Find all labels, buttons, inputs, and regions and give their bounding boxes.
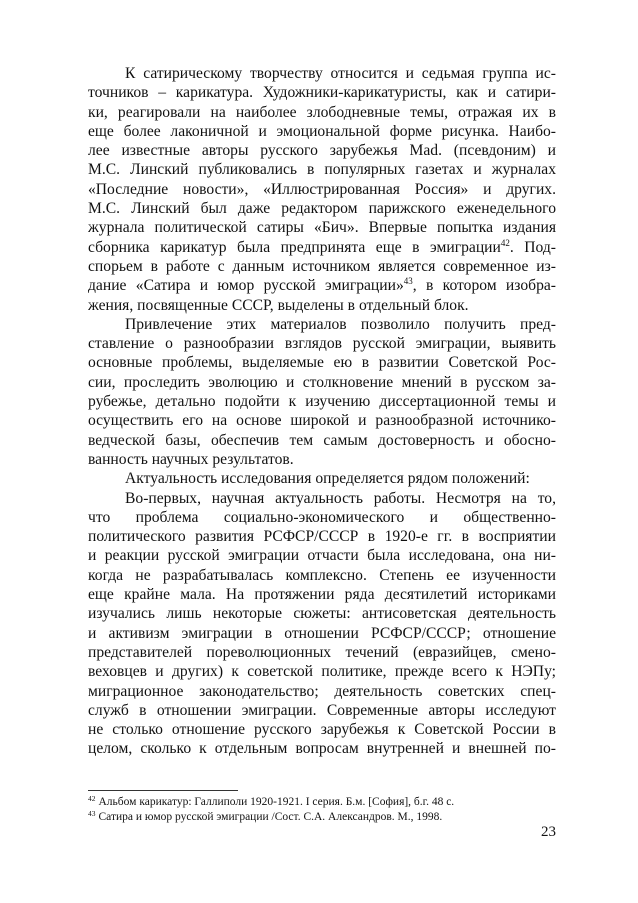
- footnote-text: Альбом карикатур: Галлиполи 1920-1921. I серия. Б.м. [София], б.г. 48 с.: [98, 796, 455, 808]
- text-line: Во-первых, научная актуальность работы. Несмотря на то,: [125, 489, 556, 507]
- footnotes: [88, 795, 558, 825]
- text-fragment: , в котором изобра-: [412, 277, 556, 295]
- text-line: веховцев и других) к советской политике, прежде всего к НЭПу;: [88, 663, 556, 681]
- text-line: еще крайне мала. На протяжении ряда десятилетий историками: [88, 586, 556, 604]
- text-line: не столько отношение русского зарубежья к Советской России в: [88, 721, 556, 739]
- text-fragment: дание «Сатира и юмор русской эмиграции»: [88, 277, 404, 295]
- text-line: еще более лаконичной и эмоциональной форме рисунка. Наибо-: [88, 122, 556, 140]
- text-line: лее известные авторы русского зарубежья Mad. (псевдоним) и: [88, 142, 556, 160]
- text-line: служб в отношении эмиграции. Современные авторы исследуют: [88, 701, 556, 719]
- text-line: рубежье, детально подойти к изучению диссертационной темы и: [88, 393, 556, 411]
- text-line: спорьем в работе с данным источником является современное из-: [88, 257, 556, 275]
- footnote-item: [88, 795, 558, 810]
- text-line: сии, проследить эволюцию и столкновение мнений в русском за-: [88, 373, 556, 391]
- footnote-item: [88, 810, 558, 825]
- text-fragment: . Под-: [509, 238, 556, 256]
- text-line: Актуальность исследования определяется рядом положений:: [125, 470, 530, 488]
- text-line: К сатирическому творчеству относится и седьмая группа ис-: [125, 65, 556, 82]
- body-text: [88, 64, 556, 759]
- text-line: основные проблемы, выделяемые ею в развитии Советской Рос-: [88, 354, 556, 372]
- text-line: ставление о разнообразии взглядов русской эмиграции, выявить: [88, 335, 556, 353]
- text-line: изучались лишь некоторые сюжеты: антисоветская деятельность: [88, 605, 556, 623]
- footnote-number: 42: [88, 794, 96, 803]
- text-line: представителей пореволюционных течений (евразийцев, смено-: [88, 643, 556, 661]
- text-line: жения, посвященные СССР, выделены в отдельный блок.: [88, 296, 469, 314]
- text-line: когда не разрабатывалась комплексно. Степень ее изученности: [88, 566, 556, 584]
- text-line: М.С. Линский публиковались в популярных газетах и журналах: [88, 161, 556, 179]
- text-line: ванность научных результатов.: [88, 450, 294, 468]
- footnote-reference[interactable]: 42: [500, 237, 510, 248]
- text-line: и реакции русской эмиграции отчасти была исследована, она ни-: [88, 547, 556, 565]
- footnote-separator: [88, 790, 238, 791]
- text-line: М.С. Линский был даже редактором парижского еженедельного: [88, 200, 556, 218]
- footnote-number: 43: [88, 809, 96, 818]
- text-line: осуществить его на основе широкой и разнообразной источнико-: [88, 412, 556, 430]
- text-line: политического развития РСФСР/СССР в 1920-е гг. в восприятии: [88, 528, 556, 546]
- text-line-with-note: [88, 276, 556, 295]
- text-line: что проблема социально-экономического и общественно-: [88, 508, 556, 526]
- footnote-reference[interactable]: 43: [403, 276, 413, 287]
- footnote-text: Сатира и юмор русской эмиграции /Сост. С.А. Александров. М., 1998.: [98, 811, 443, 823]
- text-line-with-note: [88, 238, 556, 257]
- page-number: 23: [541, 824, 556, 840]
- text-fragment: сборника карикатур была предпринята еще в эмиграции: [88, 238, 501, 256]
- text-line: и активизм эмиграции в отношении РСФСР/СССР; отношение: [88, 624, 556, 642]
- text-line: «Последние новости», «Иллюстрированная Россия» и других.: [88, 180, 556, 198]
- text-line: журнала политической сатиры «Бич». Впервые попытка издания: [88, 219, 556, 237]
- text-line: ки, реагировали на наиболее злободневные темы, отражая их в: [88, 103, 556, 121]
- text-line: Привлечение этих материалов позволило получить пред-: [125, 315, 556, 333]
- text-line: точников – карикатура. Художники-карикатуристы, как и сатири-: [88, 84, 556, 102]
- text-line: целом, сколько к отдельным вопросам внутренней и внешней по-: [88, 740, 556, 758]
- text-line: миграционное законодательство; деятельность советских спец-: [88, 682, 556, 700]
- text-line: ведческой базы, обеспечив тем самым достоверность и обосно-: [88, 431, 556, 449]
